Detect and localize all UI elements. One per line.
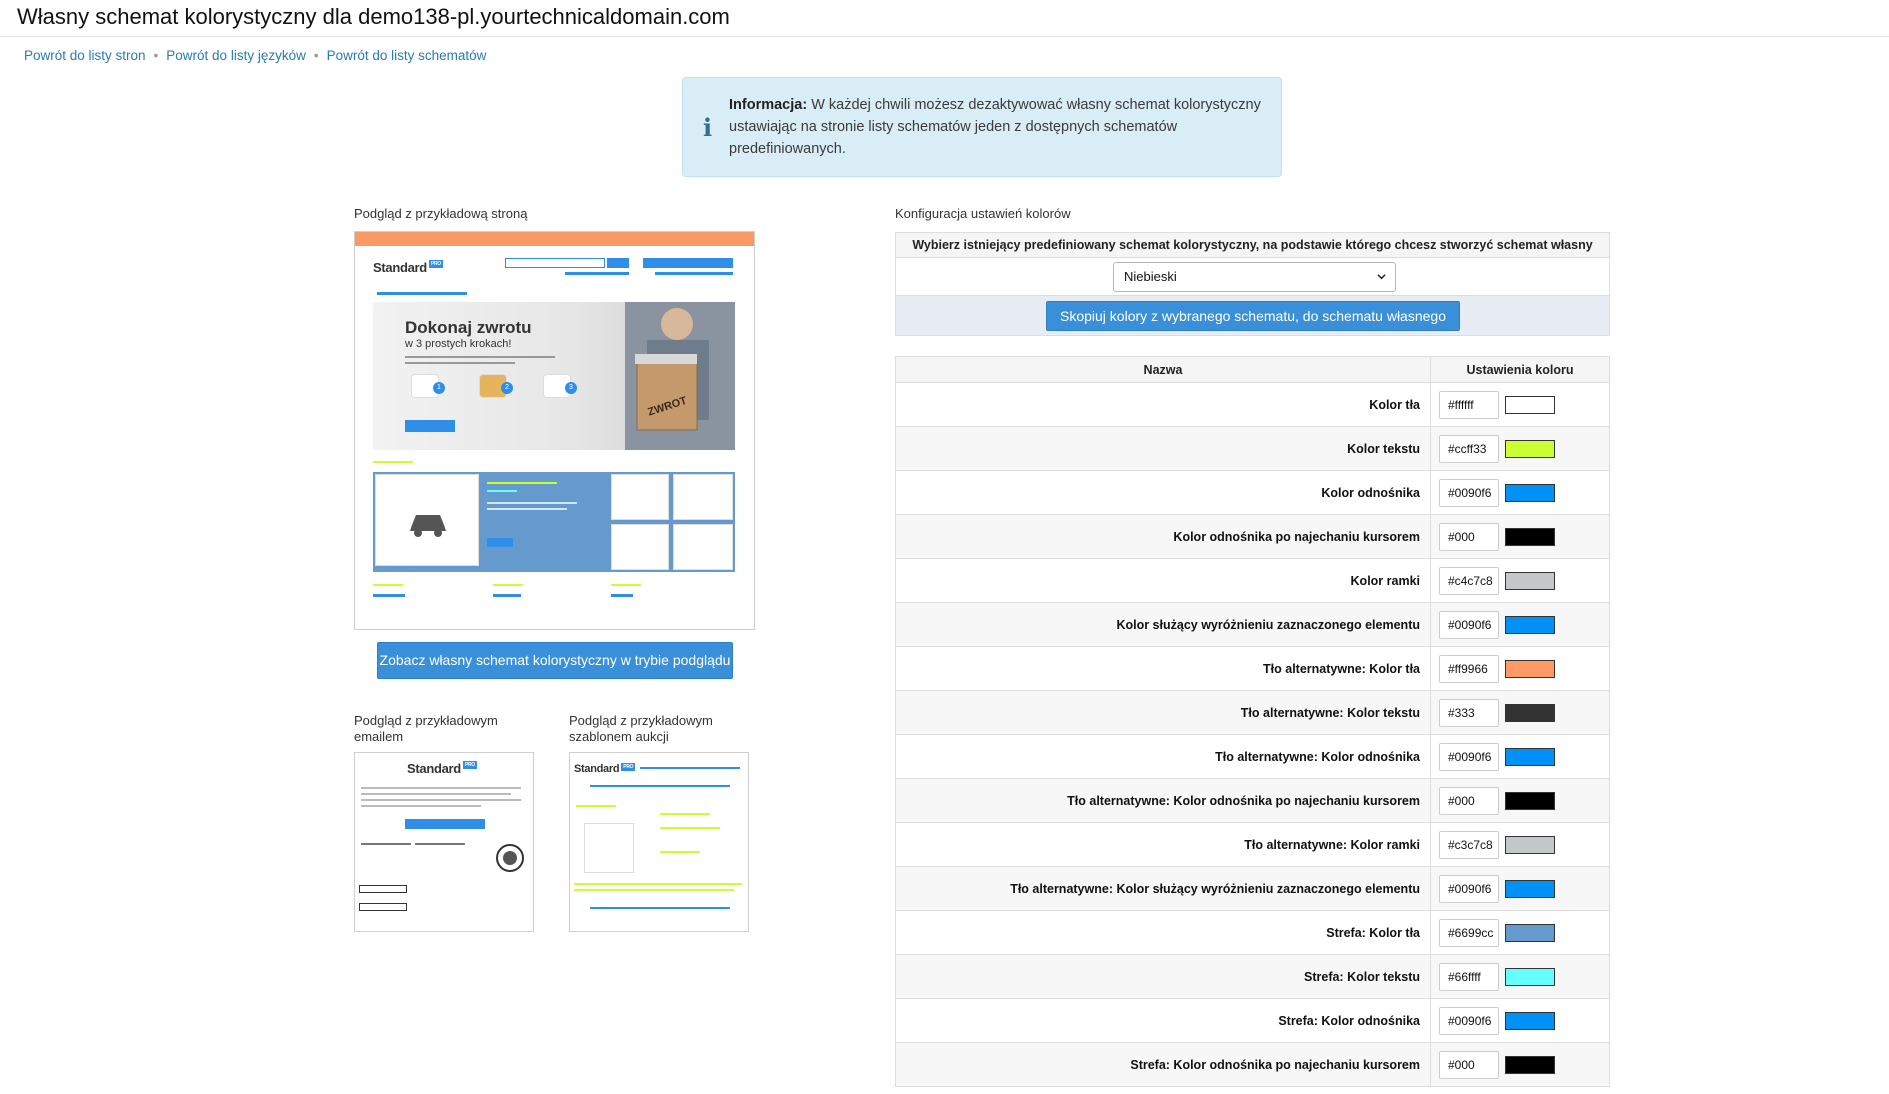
preview-product-tile — [611, 524, 669, 570]
color-swatch-picker[interactable] — [1505, 396, 1555, 414]
auction-preview-nav — [590, 907, 730, 909]
preview-product-tile — [375, 474, 479, 566]
config-label: Konfiguracja ustawień kolorów — [895, 206, 1071, 221]
preview-cart-button — [643, 258, 733, 268]
color-swatch-picker[interactable] — [1505, 440, 1555, 458]
preview-custom-scheme-button[interactable]: Zobacz własny schemat kolorystyczny w trybie podglądu — [377, 642, 733, 679]
color-hex-input[interactable]: #66ffff — [1439, 963, 1499, 991]
color-setting-name: Tło alternatywne: Kolor służący wyróżnieniu zaznaczonego elementu — [896, 867, 1431, 911]
preview-product-tile — [611, 474, 669, 520]
email-preview-thumbnail[interactable] — [354, 752, 534, 932]
color-hex-input[interactable]: #000 — [1439, 523, 1499, 551]
color-setting-cell — [1431, 735, 1610, 779]
table-row — [896, 383, 1610, 427]
page-preview-label: Podgląd z przykładową stroną — [354, 206, 528, 221]
column-header-name: Nazwa — [896, 357, 1431, 383]
table-row — [896, 867, 1610, 911]
color-swatch-picker[interactable] — [1505, 572, 1555, 590]
table-row — [896, 603, 1610, 647]
color-swatch-picker[interactable] — [1505, 1056, 1555, 1074]
color-hex-input[interactable]: #000 — [1439, 1051, 1499, 1079]
preview-footer-heading — [611, 584, 641, 586]
preview-product-zone — [373, 472, 735, 572]
title-divider — [0, 36, 1889, 37]
color-setting-name: Tło alternatywne: Kolor odnośnika — [896, 735, 1431, 779]
color-swatch-picker[interactable] — [1505, 528, 1555, 546]
color-setting-name: Kolor ramki — [896, 559, 1431, 603]
table-row — [896, 1043, 1610, 1087]
preview-logo-text: Standard — [373, 260, 427, 275]
color-swatch-picker[interactable] — [1505, 484, 1555, 502]
table-row — [896, 911, 1610, 955]
copy-scheme-button[interactable]: Skopiuj kolory z wybranego schematu, do schematu własnego — [1046, 301, 1460, 331]
auction-preview-link — [640, 767, 740, 769]
color-setting-name: Strefa: Kolor odnośnika po najechaniu kursorem — [896, 1043, 1431, 1087]
preview-product-tile — [673, 524, 733, 570]
predefined-scheme-heading: Wybierz istniejący predefiniowany schemat kolorystyczny, na podstawie którego chcesz stworzyć schemat własny — [895, 232, 1610, 258]
preview-footer-heading — [373, 584, 403, 586]
auction-preview-image — [584, 823, 634, 873]
color-hex-input[interactable]: #0090f6 — [1439, 611, 1499, 639]
preview-menu — [377, 292, 467, 295]
table-row — [896, 427, 1610, 471]
color-swatch-picker[interactable] — [1505, 616, 1555, 634]
color-setting-cell — [1431, 691, 1610, 735]
color-setting-cell — [1431, 603, 1610, 647]
email-preview-button — [405, 819, 485, 829]
color-hex-input[interactable]: #0090f6 — [1439, 1007, 1499, 1035]
breadcrumb-site-list-link[interactable]: Powrót do listy stron — [24, 48, 146, 63]
color-setting-cell — [1431, 427, 1610, 471]
preview-topbar — [355, 232, 754, 246]
color-swatch-picker[interactable] — [1505, 748, 1555, 766]
preview-footer-link — [611, 594, 633, 597]
color-setting-cell — [1431, 383, 1610, 427]
color-setting-cell — [1431, 559, 1610, 603]
column-header-color-settings: Ustawienia koloru — [1431, 357, 1610, 383]
preview-hero-button — [405, 420, 455, 432]
email-preview-text — [361, 799, 521, 801]
preview-hero-text — [405, 356, 555, 358]
color-swatch-picker[interactable] — [1505, 1012, 1555, 1030]
color-hex-input[interactable]: #c4c7c8 — [1439, 567, 1499, 595]
color-setting-name: Tło alternatywne: Kolor odnośnika po najechaniu kursorem — [896, 779, 1431, 823]
preview-step-number: 2 — [501, 382, 513, 394]
color-swatch-picker[interactable] — [1505, 836, 1555, 854]
preview-product-price — [487, 490, 517, 492]
auction-preview-logo-badge: PRO — [623, 764, 634, 770]
table-row — [896, 999, 1610, 1043]
color-hex-input[interactable]: #0090f6 — [1439, 479, 1499, 507]
table-row — [896, 779, 1610, 823]
email-preview-logo-text: Standard — [407, 761, 461, 776]
email-preview-text — [361, 793, 511, 795]
table-row — [896, 691, 1610, 735]
color-setting-name: Tło alternatywne: Kolor tekstu — [896, 691, 1431, 735]
color-hex-input[interactable]: #ccff33 — [1439, 435, 1499, 463]
color-setting-name: Strefa: Kolor tekstu — [896, 955, 1431, 999]
table-row — [896, 823, 1610, 867]
email-preview-text — [415, 843, 465, 845]
color-setting-name: Tło alternatywne: Kolor ramki — [896, 823, 1431, 867]
auction-preview-text — [574, 883, 742, 885]
color-setting-name: Kolor tła — [896, 383, 1431, 427]
preview-logo — [373, 260, 443, 275]
preview-buy-button — [487, 538, 513, 547]
info-message — [729, 97, 1261, 157]
auction-preview-logo — [574, 763, 635, 775]
color-hex-input[interactable]: #0090f6 — [1439, 743, 1499, 771]
color-swatch-picker[interactable] — [1505, 704, 1555, 722]
info-icon: i — [703, 113, 713, 142]
email-preview-box — [359, 885, 407, 893]
car-icon — [376, 475, 480, 567]
preview-step-number: 3 — [565, 382, 577, 394]
page-title: Własny schemat kolorystyczny dla demo138-pl.yourtechnicaldomain.com — [17, 4, 730, 29]
preview-hero-title: Dokonaj zwrotu — [405, 318, 532, 337]
info-alert — [682, 77, 1282, 177]
color-setting-cell — [1431, 911, 1610, 955]
predefined-scheme-select-value: Niebieski — [1124, 269, 1177, 284]
color-settings-table — [895, 356, 1610, 1087]
email-preview-text — [361, 843, 411, 845]
color-setting-cell — [1431, 955, 1610, 999]
color-setting-cell — [1431, 515, 1610, 559]
table-row — [896, 647, 1610, 691]
color-setting-name: Kolor odnośnika po najechaniu kursorem — [896, 515, 1431, 559]
preview-hero-banner — [373, 302, 735, 450]
copy-scheme-row — [895, 296, 1610, 336]
auction-preview-label: Podgląd z przykładowym szablonem aukcji — [569, 713, 713, 744]
preview-link — [565, 272, 629, 275]
color-swatch-picker[interactable] — [1505, 792, 1555, 810]
color-hex-input[interactable]: #ffffff — [1439, 391, 1499, 419]
preview-hero-text — [405, 362, 515, 364]
table-row — [896, 955, 1610, 999]
preview-section-accent — [373, 461, 413, 463]
auction-preview-nav — [590, 785, 730, 787]
color-hex-input[interactable]: #c3c7c8 — [1439, 831, 1499, 859]
color-setting-name: Strefa: Kolor odnośnika — [896, 999, 1431, 1043]
color-hex-input[interactable]: #000 — [1439, 787, 1499, 815]
breadcrumb — [24, 48, 486, 63]
preview-footer-heading — [493, 584, 523, 586]
color-setting-name: Kolor służący wyróżnieniu zaznaczonego elementu — [896, 603, 1431, 647]
auction-preview-text — [574, 889, 734, 891]
table-row — [896, 559, 1610, 603]
info-label: Informacja: — [729, 97, 808, 113]
auction-preview-logo-text: Standard — [574, 763, 620, 775]
auction-preview-text — [660, 827, 720, 829]
color-setting-name: Kolor odnośnika — [896, 471, 1431, 515]
color-hex-input[interactable]: #0090f6 — [1439, 875, 1499, 903]
email-preview-box — [359, 903, 407, 911]
info-text: W każdej chwili możesz dezaktywować własny schemat kolorystyczny ustawiając na stronie listy schematów jeden z dostępnych schematów predefiniowanych. — [729, 97, 1261, 157]
preview-product-title — [487, 482, 557, 484]
color-setting-name: Kolor tekstu — [896, 427, 1431, 471]
color-setting-cell — [1431, 999, 1610, 1043]
chevron-down-icon — [1377, 272, 1386, 281]
color-hex-input[interactable]: #6699cc — [1439, 919, 1499, 947]
email-preview-label: Podgląd z przykładowym emailem — [354, 713, 498, 744]
preview-product-tile — [673, 474, 733, 520]
breadcrumb-schema-list-link[interactable]: Powrót do listy schematów — [326, 48, 487, 63]
preview-footer-link — [493, 594, 521, 597]
preview-product-desc — [487, 502, 577, 504]
color-setting-cell — [1431, 823, 1610, 867]
preview-hero-subtitle: w 3 prostych krokach! — [405, 338, 512, 350]
table-row — [896, 735, 1610, 779]
auction-preview-text — [660, 851, 700, 853]
table-row — [896, 471, 1610, 515]
preview-person-image — [585, 302, 735, 450]
seal-icon — [495, 843, 525, 873]
breadcrumb-separator: • — [313, 48, 319, 63]
color-setting-cell — [1431, 867, 1610, 911]
color-hex-input[interactable]: #ff9966 — [1439, 655, 1499, 683]
preview-logo-badge: PRO — [430, 261, 441, 267]
email-preview-text — [361, 805, 481, 807]
auction-preview-text — [660, 813, 710, 815]
page-preview-thumbnail[interactable] — [354, 231, 755, 630]
auction-preview-heading — [576, 805, 616, 807]
color-setting-cell — [1431, 1043, 1610, 1087]
preview-box-label: ZWROT — [646, 394, 689, 419]
preview-step-number: 1 — [433, 382, 445, 394]
predefined-scheme-select-row — [895, 258, 1610, 296]
color-setting-cell — [1431, 471, 1610, 515]
preview-search-button — [607, 258, 629, 268]
table-row — [896, 515, 1610, 559]
breadcrumb-separator: • — [153, 48, 159, 63]
color-swatch-picker[interactable] — [1505, 660, 1555, 678]
preview-footer-link — [373, 594, 405, 597]
predefined-scheme-panel — [895, 232, 1610, 336]
preview-product-desc — [487, 508, 567, 510]
color-swatch-picker[interactable] — [1505, 880, 1555, 898]
email-preview-logo — [407, 761, 477, 776]
breadcrumb-language-list-link[interactable]: Powrót do listy języków — [166, 48, 306, 63]
preview-link — [655, 272, 733, 275]
preview-search — [505, 258, 605, 268]
auction-preview-thumbnail[interactable] — [569, 752, 749, 932]
color-setting-cell — [1431, 779, 1610, 823]
color-setting-name: Tło alternatywne: Kolor tła — [896, 647, 1431, 691]
email-preview-logo-badge: PRO — [464, 762, 475, 768]
color-swatch-picker[interactable] — [1505, 924, 1555, 942]
color-hex-input[interactable]: #333 — [1439, 699, 1499, 727]
color-setting-cell — [1431, 647, 1610, 691]
color-swatch-picker[interactable] — [1505, 968, 1555, 986]
color-setting-name: Strefa: Kolor tła — [896, 911, 1431, 955]
email-preview-text — [361, 787, 521, 789]
predefined-scheme-select[interactable] — [1113, 262, 1396, 292]
